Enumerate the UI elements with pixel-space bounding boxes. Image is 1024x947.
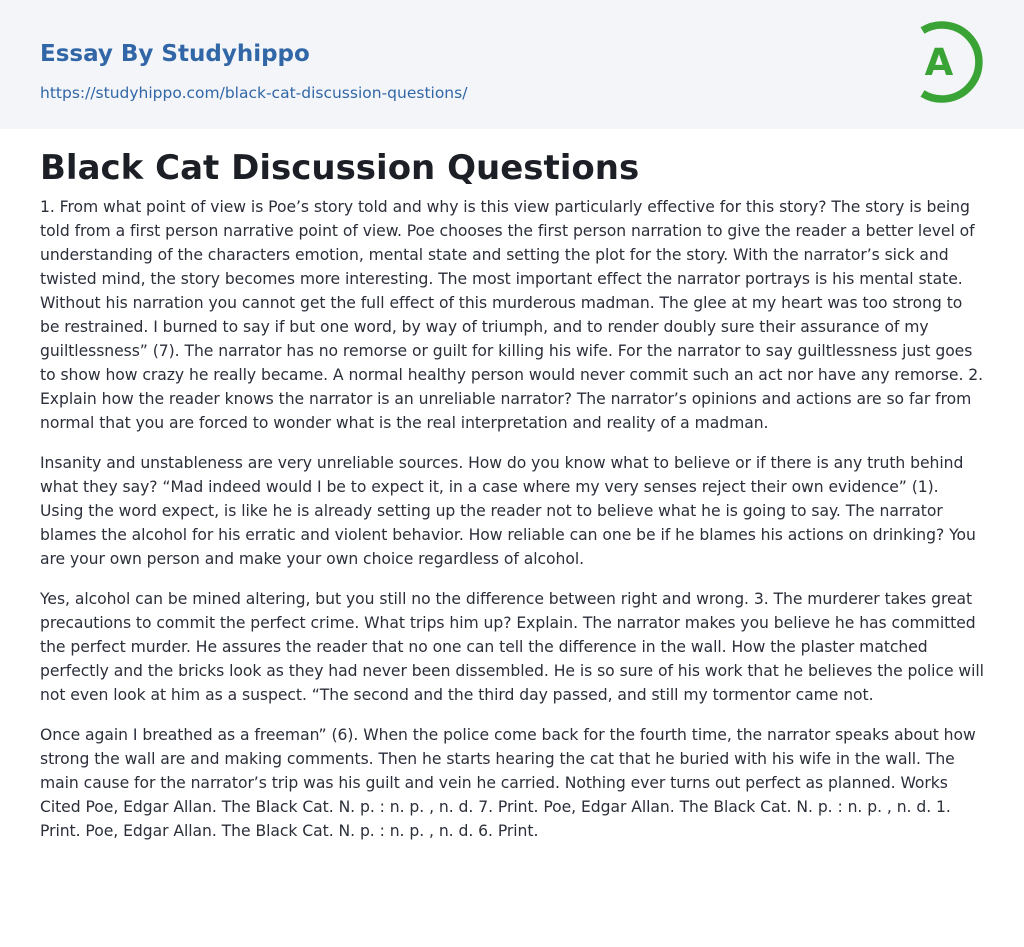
logo-letter: A [924,41,954,84]
page-header [0,0,1024,129]
source-url-link[interactable]: https://studyhippo.com/black-cat-discussion-questions/ [40,84,468,102]
article [0,129,1024,843]
studyhippo-logo-icon[interactable] [912,18,988,106]
page-title: Black Cat Discussion Questions [40,148,640,188]
paragraph-4: Once again I breathed as a freeman” (6). When the police come back for the fourth time, the narrator speaks about how strong the wall are and making comments. Then he starts hearing the cat that he buried with his wife in the wall. The main cause for the narrator’s trip was his guilt and vein he carried. Nothing ever turns out perfect as planned. Works Cited Poe, Edgar Allan. The Black Cat. N. p. : n. p. , n. d. 7. Print. Poe, Edgar Allan. The Black Cat. N. p. : n. p. , n. d. 1. Print. Poe, Edgar Allan. The Black Cat. N. p. : n. p. , n. d. 6. Print. [40,726,976,840]
paragraph-1: 1. From what point of view is Poe’s story told and why is this view particularly effective for this story? The story is being told from a first person narrative point of view. Poe chooses the first person narration to give the reader a better level of understanding of the characters emotion, mental state and setting the plot for the story. With the narrator’s sick and twisted mind, the story becomes more interesting. The most important effect the narrator portrays is his mental state. Without his narration you cannot get the full effect of this murderous madman. The glee at my heart was too strong to be restrained. I burned to say if but one word, by way of triumph, and to render doubly sure their assurance of my guiltlessness” (7). The narrator has no remorse or guilt for killing his wife. For the narrator to say guiltlessness just goes to show how crazy he really became. A normal healthy person would never commit such an act nor have any remorse. 2. Explain how the reader knows the narrator is an unreliable narrator? The narrator’s opinions and actions are so far from normal that you are forced to wonder what is the real interpretation and reality of a madman. [40,198,984,432]
paragraph-3: Yes, alcohol can be mined altering, but you still no the difference between right and wrong. 3. The murderer takes great precautions to commit the perfect crime. What trips him up? Explain. The narrator makes you believe he has committed the perfect murder. He assures the reader that no one can tell the difference in the wall. How the plaster matched perfectly and the bricks look as they had never been dissembled. He is so sure of his work that he believes the police will not even look at him as a suspect. “The second and the third day passed, and still my tormentor came not. [40,590,984,704]
brand-title[interactable]: Essay By Studyhippo [40,41,310,67]
paragraph-2: Insanity and unstableness are very unreliable sources. How do you know what to believe or if there is any truth behind what they say? “Mad indeed would I be to expect it, in a case where my very senses reject their own evidence” (1). Using the word expect, is like he is already setting up the reader not to believe what he is going to say. The narrator blames the alcohol for his erratic and violent behavior. How reliable can one be if he blames his actions on drinking? You are your own person and make your own choice regardless of alcohol. [40,454,976,568]
